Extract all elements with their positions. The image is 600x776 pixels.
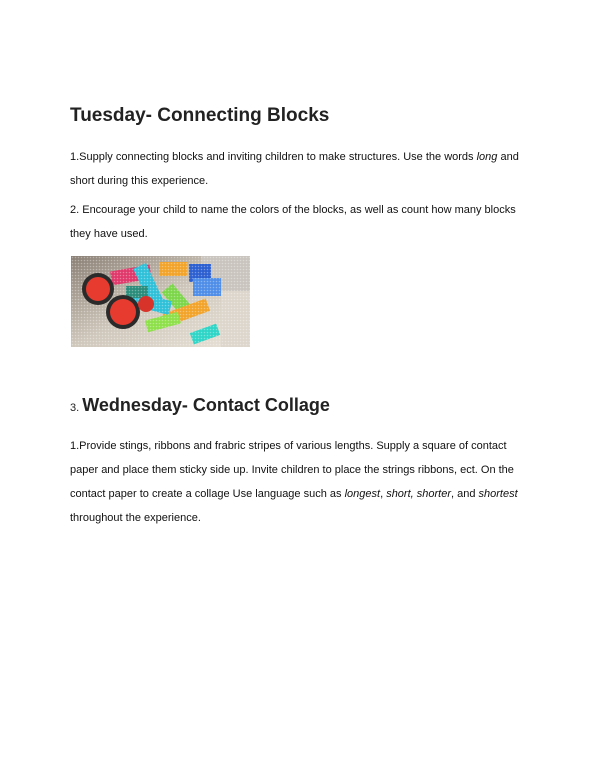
wednesday-sep-2: , and: [451, 488, 479, 500]
blocks-photo-illustration: [71, 256, 250, 347]
wednesday-emphasis-short-shorter: short, shorter: [386, 488, 451, 500]
tuesday-heading: Tuesday- Connecting Blocks: [70, 105, 330, 126]
tuesday-item-1-text-a: 1.Supply connecting blocks and inviting children to make structures. Use the words: [70, 151, 477, 163]
wednesday-sep-1: ,: [380, 488, 387, 500]
wednesday-emphasis-longest: longest: [344, 488, 381, 500]
wednesday-item-1: [70, 434, 530, 530]
wednesday-number: 3.: [70, 402, 80, 414]
tuesday-item-1: [70, 145, 530, 193]
connecting-blocks-photo: [71, 256, 250, 347]
wednesday-heading: Wednesday- Contact Collage: [82, 395, 330, 415]
tuesday-item-1-text-b: and short during this experience.: [70, 151, 519, 187]
wednesday-emphasis-shortest: shortest: [478, 488, 518, 500]
tuesday-item-2: 2. Encourage your child to name the colors of the blocks, as well as count how many blocks they have used.: [70, 204, 516, 240]
tuesday-item-1-emphasis: long: [476, 151, 498, 163]
wednesday-item-1-text-c: throughout the experience.: [70, 512, 201, 524]
wednesday-item-1-text-a: 1.Provide stings, ribbons and frabric stripes of various lengths. Supply a square of contact paper and place them sticky side up. Invite children to place the strings ribbons, ect. On the contact paper to create a collage Use language such as: [70, 440, 514, 500]
wednesday-heading-line: [70, 395, 330, 416]
